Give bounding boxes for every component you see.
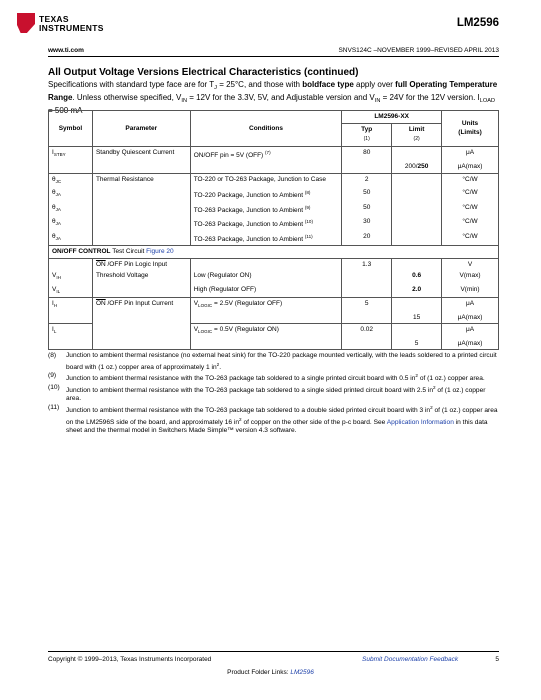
cell-limit: 200/250 — [392, 161, 442, 173]
application-information-link[interactable]: Application Information — [386, 418, 454, 426]
header-typ: Typ (1) — [342, 123, 392, 146]
header-parameter: Parameter — [92, 111, 190, 147]
cell-symbol: $V_{IL}$ — [49, 284, 93, 298]
cell-typ: 80 — [342, 146, 392, 161]
logo-text-line1: TEXAS — [39, 14, 69, 24]
cell-parameter: Thermal Resistance — [92, 173, 190, 187]
ti-logo — [17, 13, 147, 35]
cell-condition: $V_{LOGIC} = 0.5V$ (Regulator ON) — [190, 324, 342, 338]
table-row — [49, 216, 499, 231]
cell-unit: °C/W — [442, 202, 499, 217]
cell-parameter: $\overline{ON}$ /OFF Pin Logic Input — [92, 258, 190, 270]
cell-unit: °C/W — [442, 187, 499, 202]
cell-condition: Low (Regulator ON) — [190, 270, 342, 284]
cell-parameter: Threshold Voltage — [92, 270, 190, 284]
part-number: LM2596 — [456, 17, 499, 29]
header-units: Units (Limits) — [442, 111, 499, 147]
table-row — [49, 187, 499, 202]
cell-symbol: $I_H$ — [49, 298, 93, 312]
electrical-characteristics-table — [48, 110, 499, 350]
cell-limit: 0.6 — [392, 270, 442, 284]
page-number: 5 — [495, 656, 499, 663]
cell-typ: 2 — [342, 173, 392, 187]
cell-symbol: $\theta_{JA}$ — [49, 231, 93, 246]
cell-unit: V — [442, 258, 499, 270]
header-group: LM2596-XX — [342, 111, 442, 124]
cell-limit: 15 — [392, 312, 442, 324]
table-section-row — [49, 246, 499, 259]
product-folder-links: Product Folder Links: LM2596 — [227, 669, 314, 676]
logo-text-line2: INSTRUMENTS — [39, 23, 104, 33]
cell-symbol: $\theta_{JA}$ — [49, 187, 93, 202]
ti-logo-mark-icon — [17, 13, 35, 33]
cell-condition: TO-263 Package, Junction to Ambient $^{(10)}$ — [190, 216, 342, 231]
cell-unit: μA — [442, 324, 499, 338]
cell-unit: μA — [442, 298, 499, 312]
footnote-9: (9) Junction to ambient thermal resistance with the TO-263 package tab soldered to a single printed circuit board with 0.5 $in^2$ of (1 oz.) copper area. — [48, 372, 485, 383]
table-header-row — [49, 111, 499, 124]
cell-symbol: $I_{STBY}$ — [49, 146, 93, 161]
section-intro: Specifications with standard type face are for $T_J = 25^\circ C$, and those with boldface type apply over full Operating Temperature Range. Unless otherwise specified, $V_{IN} = 12V$ for the 3.3V, 5V, and Adjustable version and $V_{IN} = 24V$ for the 12V version. $I_{LOAD} = 500$ mA — [48, 80, 498, 115]
cell-condition: TO-263 Package, Junction to Ambient $^{(11)}$ — [190, 231, 342, 246]
cell-parameter: Standby Quiescent Current — [92, 146, 190, 161]
cell-symbol: $I_L$ — [49, 324, 93, 338]
cell-typ: 1.3 — [342, 258, 392, 270]
cell-typ: 30 — [342, 216, 392, 231]
cell-limit — [392, 146, 442, 161]
header-symbol: Symbol — [49, 111, 93, 147]
cell-condition: High (Regulator OFF) — [190, 284, 342, 298]
cell-unit: μA(max) — [442, 312, 499, 324]
table-row — [49, 312, 499, 324]
product-folder-link[interactable]: LM2596 — [290, 669, 314, 676]
cell-unit: °C/W — [442, 231, 499, 246]
cell-condition: ON/OFF pin = 5V (OFF) $^{(7)}$ — [190, 146, 342, 161]
footnote-10: (10) Junction to ambient thermal resistance with the TO-263 package tab soldered to a single sided printed circuit board with 2.5 $in^2$ of (1 oz.) copper area. — [48, 383, 486, 403]
table-row — [49, 284, 499, 298]
section-onoff-control: ON/OFF CONTROL Test Circuit Figure 20 — [49, 246, 499, 259]
cell-typ: 20 — [342, 231, 392, 246]
table-row — [49, 270, 499, 284]
cell-unit: °C/W — [442, 173, 499, 187]
table-row — [49, 161, 499, 173]
cell-limit: 5 — [392, 338, 442, 350]
footnote-11: (11) Junction to ambient thermal resistance with the TO-263 package tab soldered to a double sided printed circuit board with 3 $in^2$ of (1 oz.) copper area on the LM2596S side of the board, and approximately 16 $in^2$ of copper on the other side of the p-c board. See Application Information in this data sheet and the thermal model in Switchers Made Simple™ version 4.3 software. — [48, 403, 498, 435]
header-limit: Limit (2) — [392, 123, 442, 146]
header-conditions: Conditions — [190, 111, 342, 147]
cell-condition: TO-220 Package, Junction to Ambient $^{(8)}$ — [190, 187, 342, 202]
cell-condition: $V_{LOGIC} = 2.5V$ (Regulator OFF) — [190, 298, 342, 312]
cell-symbol: $\theta_{JA}$ — [49, 202, 93, 217]
submit-feedback-link[interactable]: Submit Documentation Feedback — [362, 656, 459, 663]
footnote-8: (8) Junction to ambient thermal resistance (no external heat sink) for the TO-220 package mounted vertically, with the leads soldered to a printed circuit board with (1 oz.) copper area of approximately 1 $in^2$. — [48, 352, 497, 371]
cell-unit: μA(max) — [442, 161, 499, 173]
table-row — [49, 338, 499, 350]
doc-revision: SNVS124C –NOVEMBER 1999–REVISED APRIL 2013 — [338, 47, 499, 54]
cell-unit: μA(max) — [442, 338, 499, 350]
cell-typ: 50 — [342, 202, 392, 217]
cell-typ: 50 — [342, 187, 392, 202]
cell-parameter: $\overline{ON}$ /OFF Pin Input Current — [92, 298, 190, 312]
table-row — [49, 298, 499, 312]
footer-divider — [48, 651, 499, 652]
figure-20-link[interactable]: Figure 20 — [146, 248, 174, 255]
cell-typ: 0.02 — [342, 324, 392, 338]
copyright: Copyright © 1999–2013, Texas Instruments Incorporated — [48, 656, 212, 663]
table-row — [49, 258, 499, 270]
cell-condition: TO-220 or TO-263 Package, Junction to Case — [190, 173, 342, 187]
cell-symbol: $V_{IH}$ — [49, 270, 93, 284]
table-row — [49, 146, 499, 161]
cell-unit: μA — [442, 146, 499, 161]
cell-unit: V(max) — [442, 270, 499, 284]
footnotes — [48, 352, 499, 436]
section-title: All Output Voltage Versions Electrical Characteristics (continued) — [48, 67, 359, 78]
site-url[interactable]: www.ti.com — [48, 47, 84, 54]
cell-typ: 5 — [342, 298, 392, 312]
cell-condition: TO-263 Package, Junction to Ambient $^{(9)}$ — [190, 202, 342, 217]
cell-limit: 2.0 — [392, 284, 442, 298]
cell-symbol: $\theta_{JA}$ — [49, 216, 93, 231]
table-row — [49, 324, 499, 338]
cell-unit: °C/W — [442, 216, 499, 231]
cell-unit: V(min) — [442, 284, 499, 298]
header-divider — [48, 56, 499, 57]
table-row — [49, 173, 499, 187]
table-row — [49, 231, 499, 246]
table-row — [49, 202, 499, 217]
cell-symbol: $\theta_{JC}$ — [49, 173, 93, 187]
